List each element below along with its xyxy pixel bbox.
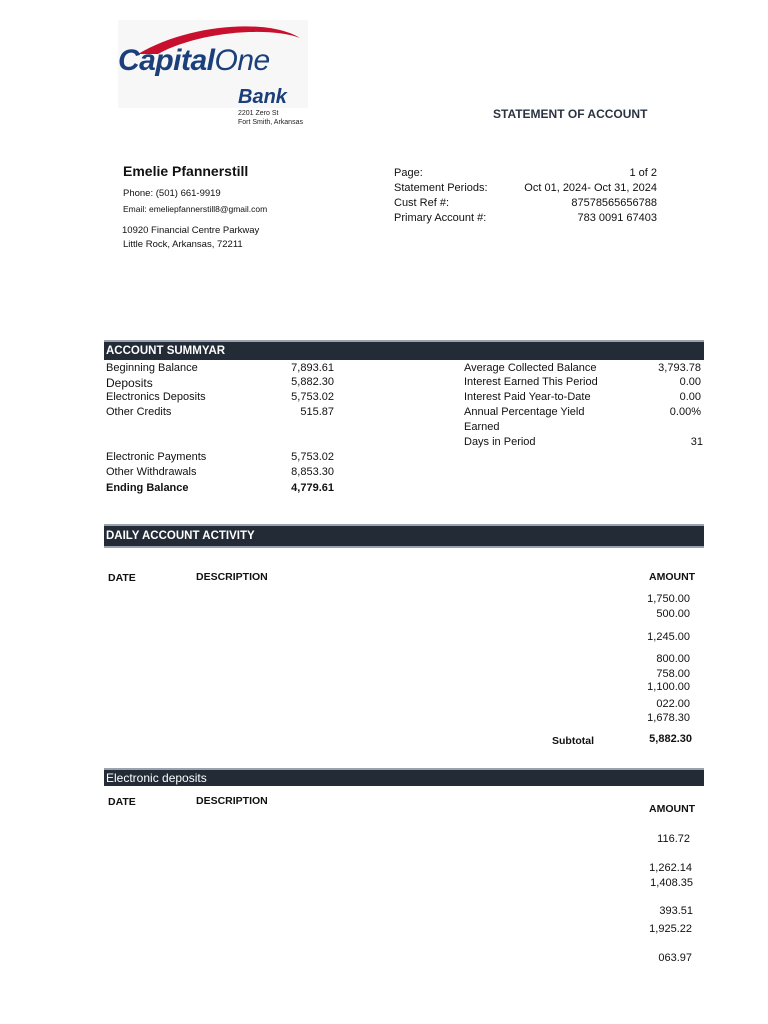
electronic-amount: 1,408.35	[650, 877, 693, 889]
summary-label: Beginning Balance	[106, 362, 198, 374]
summary-label: Electronics Deposits	[106, 391, 206, 403]
daily-col-date: DATE	[108, 572, 136, 584]
electronic-col-amount: AMOUNT	[649, 803, 696, 815]
customer-name: Emelie Pfannerstill	[123, 163, 249, 179]
summary-label: Days in Period	[464, 436, 536, 448]
ending-balance-label: Ending Balance	[106, 482, 189, 494]
summary-label: Other Withdrawals	[106, 466, 197, 478]
summary-header: ACCOUNT SUMMYAR	[104, 342, 704, 360]
logo-bank-text: Bank	[238, 86, 287, 108]
bank-address: 2201 Zero St Fort Smith, Arkansas	[238, 110, 303, 126]
summary-label: Annual Percentage Yield	[464, 406, 585, 418]
summary-label: Other Credits	[106, 406, 172, 418]
customer-address-line1: 10920 Financial Centre Parkway	[122, 225, 260, 236]
electronic-amount: 1,925.22	[649, 923, 692, 935]
daily-divider-bottom	[104, 546, 704, 548]
daily-amount: 758.00	[656, 668, 690, 680]
summary-value: 8,853.30	[291, 466, 334, 478]
summary-value: 7,893.61	[291, 362, 334, 374]
daily-col-description: DESCRIPTION	[196, 571, 268, 583]
daily-amount: 1,245.00	[647, 631, 690, 643]
daily-subtotal-label: Subtotal	[552, 735, 594, 747]
period-value: Oct 01, 2024- Oct 31, 2024	[524, 182, 657, 194]
daily-amount: 1,678.30	[647, 712, 690, 724]
capital-one-logo	[118, 20, 308, 108]
summary-value: 515.87	[300, 406, 334, 418]
daily-amount: 800.00	[656, 653, 690, 665]
electronic-col-date: DATE	[108, 796, 136, 808]
logo-text: CapitalOne	[118, 44, 270, 77]
daily-col-amount: AMOUNT	[649, 571, 696, 583]
electronic-col-description: DESCRIPTION	[196, 795, 268, 807]
electronic-amount: 063.97	[658, 952, 692, 964]
customer-address-line2: Little Rock, Arkansas, 72211	[123, 239, 243, 250]
electronic-header: Electronic deposits	[104, 770, 704, 786]
account-label: Primary Account #:	[394, 212, 487, 224]
cust-ref-value: 87578565656788	[571, 197, 657, 209]
daily-subtotal-value: 5,882.30	[649, 733, 692, 745]
electronic-amount: 1,262.14	[649, 862, 692, 874]
daily-amount: 022.00	[656, 698, 690, 710]
summary-label: Interest Paid Year-to-Date	[464, 391, 591, 403]
summary-value: 3,793.78	[658, 362, 701, 374]
summary-label: Electronic Payments	[106, 451, 207, 463]
summary-value: 0.00	[679, 376, 701, 388]
electronic-amount: 393.51	[659, 905, 693, 917]
customer-email: Email: emeliepfannerstill8@gmail.com	[123, 204, 268, 214]
summary-value: 0.00	[679, 391, 701, 403]
ending-balance-value: 4,779.61	[291, 482, 334, 494]
account-value: 783 0091 67403	[577, 212, 657, 224]
page-label: Page:	[394, 167, 423, 179]
summary-label: Interest Earned This Period	[464, 376, 598, 388]
daily-header: DAILY ACCOUNT ACTIVITY	[104, 526, 704, 546]
summary-value: 5,753.02	[291, 391, 334, 403]
summary-label: Deposits	[106, 376, 153, 390]
summary-value: 5,753.02	[291, 451, 334, 463]
cust-ref-label: Cust Ref #:	[394, 197, 450, 209]
summary-label: Earned	[464, 421, 500, 433]
period-label: Statement Periods:	[394, 182, 488, 194]
summary-value: 31	[690, 436, 703, 448]
summary-label: Average Collected Balance	[464, 362, 597, 374]
daily-amount: 500.00	[656, 608, 690, 620]
customer-phone: Phone: (501) 661-9919	[123, 188, 221, 199]
daily-amount: 1,100.00	[647, 681, 690, 693]
electronic-amount: 116.72	[657, 833, 690, 845]
summary-value: 5,882.30	[291, 376, 334, 388]
page-value: 1 of 2	[629, 167, 657, 179]
summary-value: 0.00%	[669, 406, 701, 418]
daily-amount: 1,750.00	[647, 593, 690, 605]
statement-title: STATEMENT OF ACCOUNT	[493, 107, 648, 121]
